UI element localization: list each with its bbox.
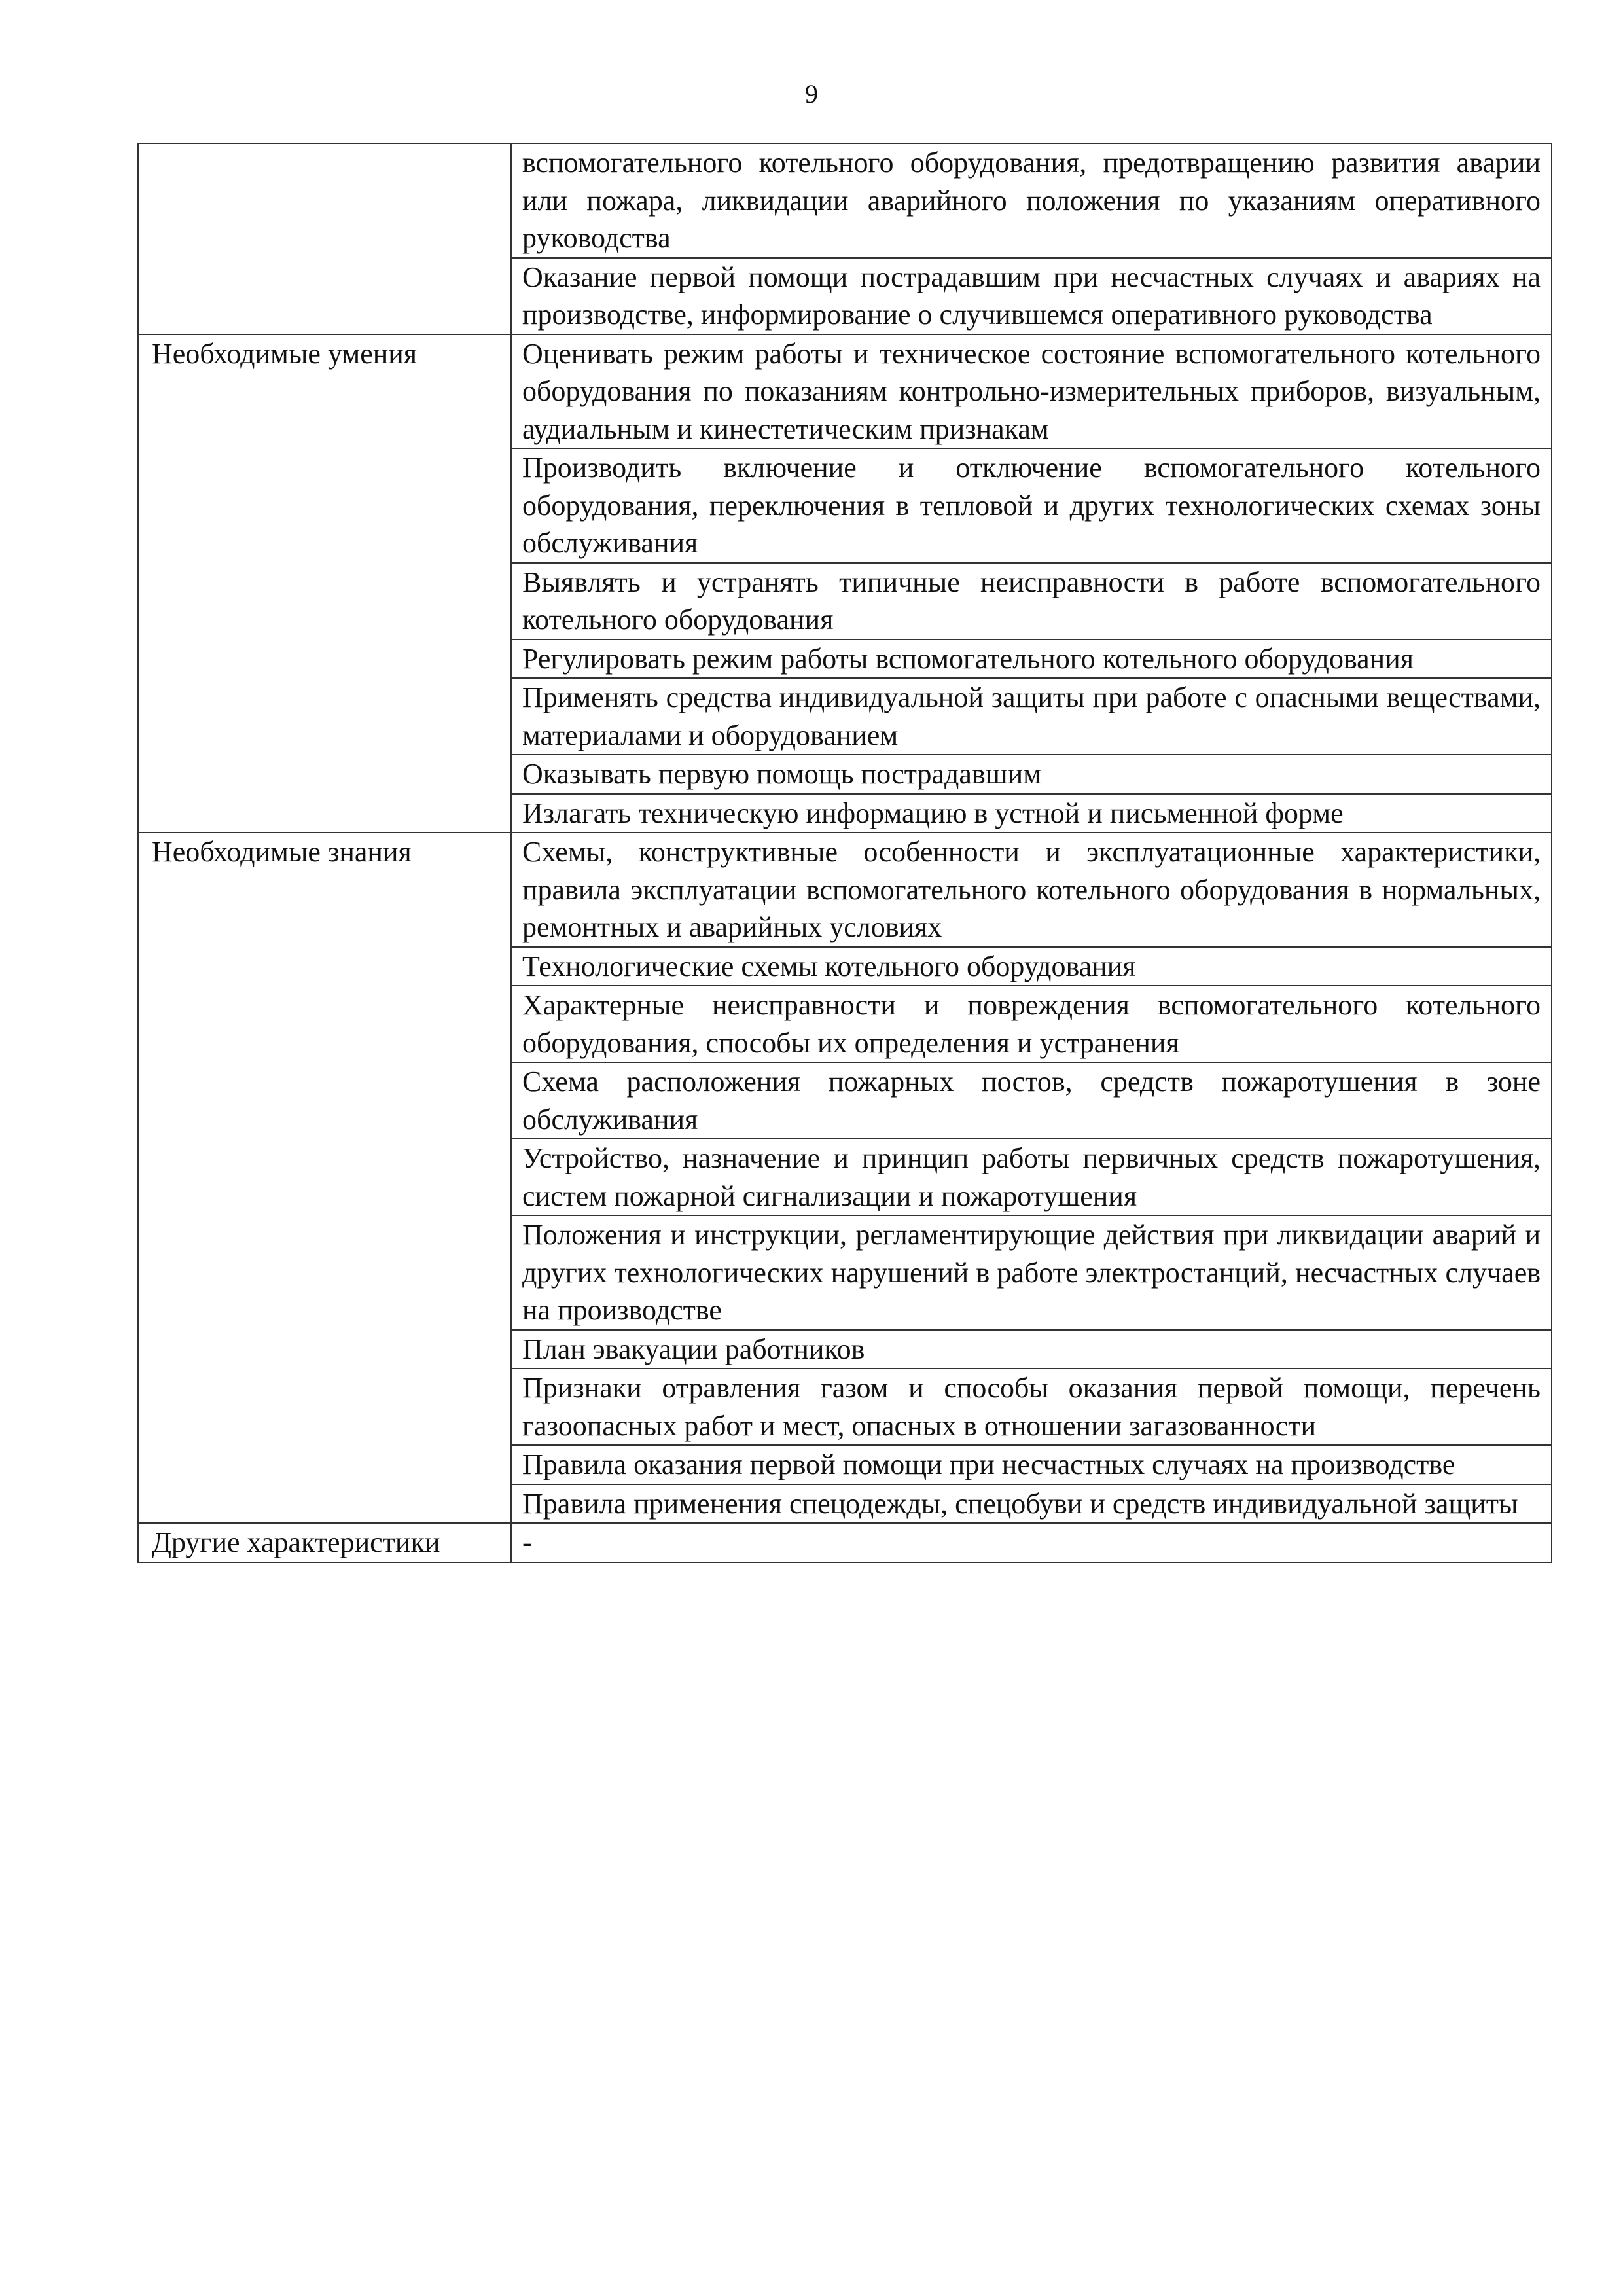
requirement-text: вспомогательного котельного оборудования, предотвращению развития аварии или пожара, ликвидации аварийного положения по указаниям оперативного руководства [511, 143, 1552, 258]
row-label-empty [138, 143, 511, 334]
row-label-other: Другие характеристики [138, 1523, 511, 1562]
table-row [138, 143, 1552, 258]
knowledge-text: Технологические схемы котельного оборудования [511, 947, 1552, 986]
knowledge-text: Схема расположения пожарных постов, средств пожаротушения в зоне обслуживания [511, 1062, 1552, 1139]
skill-text: Оказывать первую помощь пострадавшим [511, 755, 1552, 794]
skill-text: Оценивать режим работы и техническое состояние вспомогательного котельного оборудования по показаниям контрольно-измерительных приборов, визуальным, аудиальным и кинестетическим признакам [511, 334, 1552, 449]
skill-text: Излагать техническую информацию в устной и письменной форме [511, 794, 1552, 833]
requirements-table [137, 143, 1552, 1563]
skill-text: Регулировать режим работы вспомогательного котельного оборудования [511, 639, 1552, 679]
row-label-skills: Необходимые умения [138, 334, 511, 833]
row-label-knowledge: Необходимые знания [138, 833, 511, 1523]
page-number: 9 [805, 79, 818, 109]
knowledge-text: План эвакуации работников [511, 1330, 1552, 1369]
knowledge-text: Правила применения спецодежды, спецобуви и средств индивидуальной защиты [511, 1484, 1552, 1524]
skill-text: Применять средства индивидуальной защиты при работе с опасными веществами, материалами и оборудованием [511, 678, 1552, 755]
skill-text: Выявлять и устранять типичные неисправности в работе вспомогательного котельного оборудования [511, 563, 1552, 639]
skill-text: Производить включение и отключение вспомогательного котельного оборудования, переключения в тепловой и других технологических схемах зоны обслуживания [511, 448, 1552, 563]
knowledge-text: Устройство, назначение и принцип работы первичных средств пожаротушения, систем пожарной сигнализации и пожаротушения [511, 1139, 1552, 1215]
other-text: - [511, 1523, 1552, 1562]
knowledge-text: Характерные неисправности и повреждения вспомогательного котельного оборудования, способы их определения и устранения [511, 986, 1552, 1062]
requirement-text: Оказание первой помощи пострадавшим при несчастных случаях и авариях на производстве, информирование о случившемся оперативного руководства [511, 258, 1552, 334]
table-row [138, 334, 1552, 449]
knowledge-text: Положения и инструкции, регламентирующие действия при ликвидации аварий и других технологических нарушений в работе электростанций, несчастных случаев на производстве [511, 1215, 1552, 1330]
table-row [138, 833, 1552, 947]
table-row [138, 1523, 1552, 1562]
knowledge-text: Схемы, конструктивные особенности и эксплуатационные характеристики, правила эксплуатации вспомогательного котельного оборудования в нормальных, ремонтных и аварийных условиях [511, 833, 1552, 947]
knowledge-text: Признаки отравления газом и способы оказания первой помощи, перечень газоопасных работ и мест, опасных в отношении загазованности [511, 1369, 1552, 1445]
knowledge-text: Правила оказания первой помощи при несчастных случаях на производстве [511, 1445, 1552, 1484]
